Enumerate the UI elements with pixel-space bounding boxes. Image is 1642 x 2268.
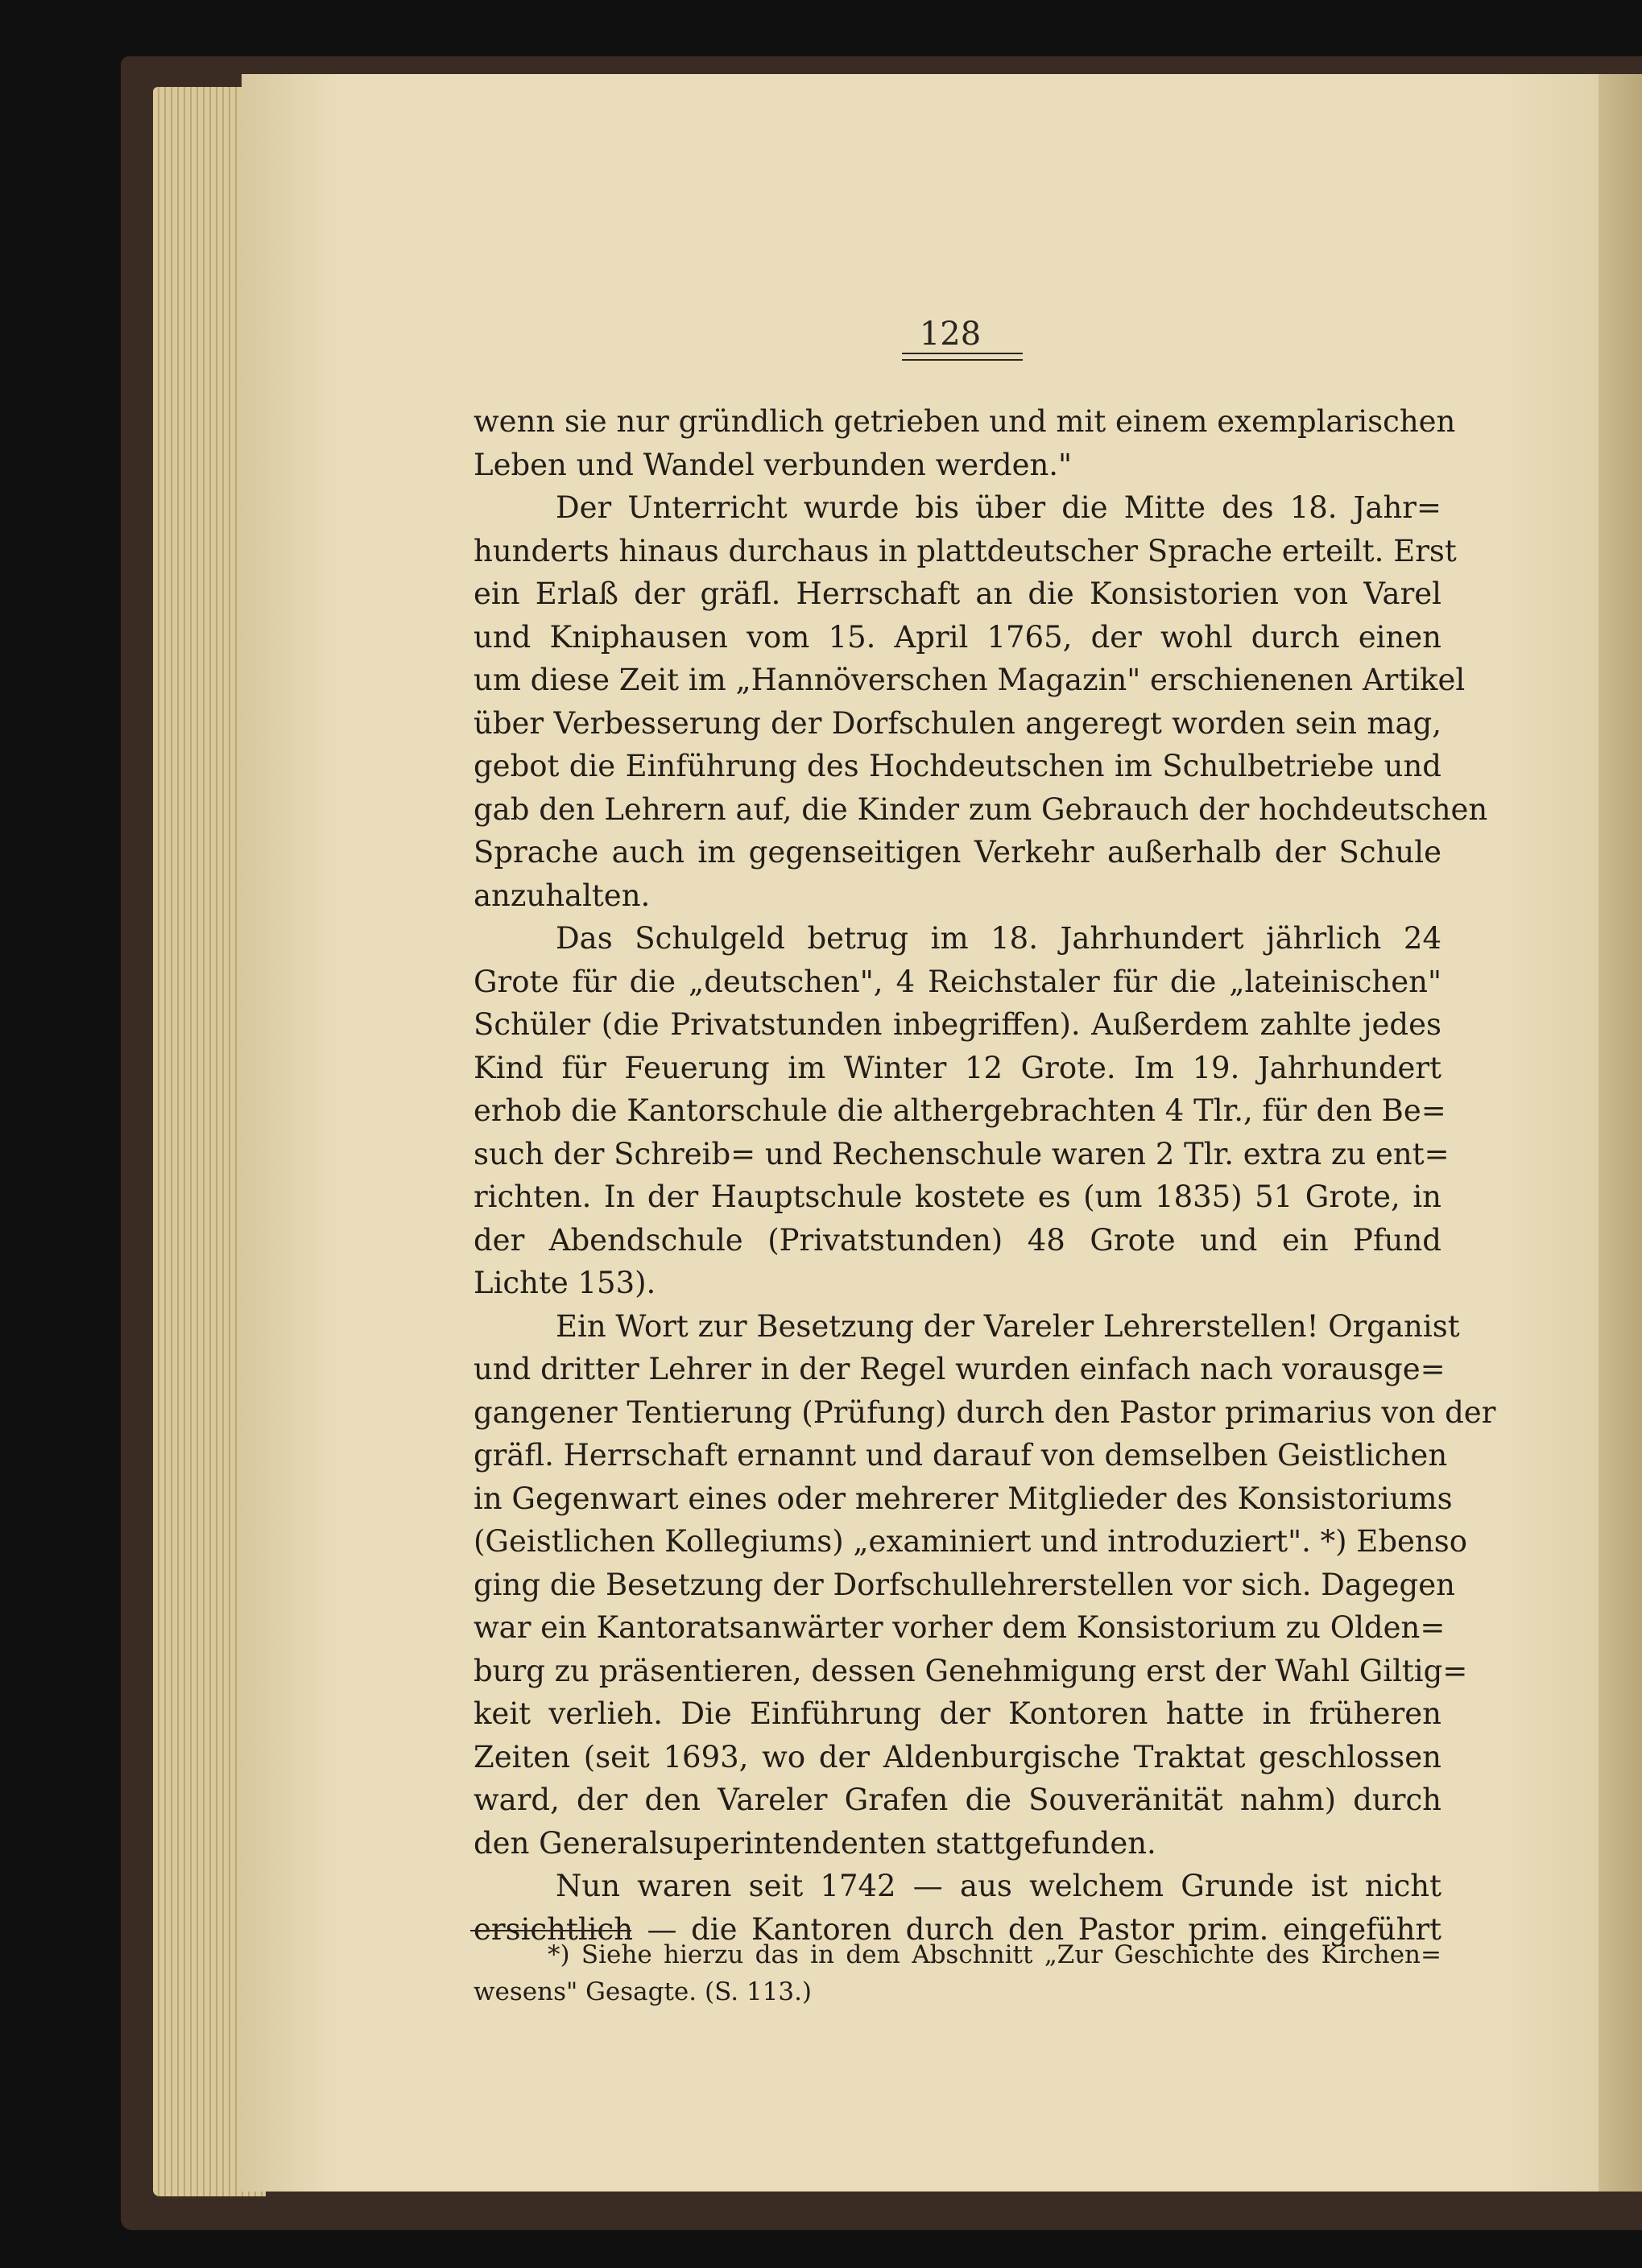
text-line: und dritter Lehrer in der Regel wurden einfach nach vorausge=	[474, 1352, 1446, 1386]
text-line: burg zu präsentieren, dessen Genehmigung erst der Wahl Giltig=	[474, 1653, 1468, 1688]
page-number-rule	[902, 353, 1023, 361]
text-line: ward, der den Vareler Grafen die Souveränität nahm) durch	[474, 1783, 1441, 1817]
text-line: gräfl. Herrschaft ernannt und darauf von demselben Geistlichen	[474, 1438, 1448, 1473]
text-line: gab den Lehrern auf, die Kinder zum Gebrauch der hochdeutschen	[474, 791, 1488, 827]
text-line: (Geistlichen Kollegiums) „examiniert und introduziert". *) Ebenso	[474, 1524, 1467, 1559]
text-line: in Gegenwart eines oder mehrerer Mitglieder des Konsistoriums	[474, 1481, 1453, 1516]
text-line: und Kniphausen vom 15. April 1765, der wohl durch einen	[474, 619, 1441, 655]
footnote-line: *) Siehe hierzu das in dem Abschnitt „Zur Geschichte des Kirchen=	[548, 1940, 1441, 1969]
text-line: Grote für die „deutschen", 4 Reichstaler für die „lateinischen"	[474, 964, 1441, 999]
text-line: den Generalsuperintendenten stattgefunden.	[474, 1825, 1156, 1861]
text-line: Kind für Feuerung im Winter 12 Grote. Im 19. Jahrhundert	[474, 1050, 1441, 1085]
text-line: der Abendschule (Privatstunden) 48 Grote und ein Pfund	[474, 1222, 1441, 1258]
text-line: ging die Besetzung der Dorfschullehrerstellen vor sich. Dagegen	[474, 1567, 1455, 1602]
book-gutter	[1599, 74, 1642, 2192]
text-line: hunderts hinaus durchaus in plattdeutscher Sprache erteilt. Erst	[474, 533, 1457, 568]
text-line: gebot die Einführung des Hochdeutschen im Schulbetriebe und	[474, 749, 1441, 783]
text-line: Leben und Wandel verbunden werden."	[474, 447, 1073, 482]
text-line: ersichtlich — die Kantoren durch den Pastor prim. eingeführt	[474, 1911, 1441, 1947]
text-line: Sprache auch im gegenseitigen Verkehr außerhalb der Schule	[474, 835, 1441, 870]
footnote	[474, 1936, 1441, 2010]
text-line: such der Schreib= und Rechenschule waren 2 Tlr. extra zu ent=	[474, 1136, 1450, 1171]
footnote-line: wesens" Gesagte. (S. 113.)	[474, 1977, 813, 2006]
text-line: Nun waren seit 1742 — aus welchem Grunde ist nicht	[556, 1869, 1441, 1903]
text-line: anzuhalten.	[474, 878, 651, 913]
body-text	[474, 400, 1496, 1951]
text-line: erhob die Kantorschule die althergebrachten 4 Tlr., für den Be=	[474, 1093, 1446, 1128]
text-line: Schüler (die Privatstunden inbegriffen). Außerdem zahlte jedes	[474, 1007, 1441, 1042]
text-line: Ein Wort zur Besetzung der Vareler Lehrerstellen! Organist	[556, 1308, 1460, 1344]
text-line: wenn sie nur gründlich getrieben und mit einem exemplarischen	[474, 404, 1456, 439]
text-line: Lichte 153).	[474, 1266, 656, 1300]
text-line: richten. In der Hauptschule kostete es (um 1835) 51 Grote, in	[474, 1179, 1441, 1214]
text-line: gangener Tentierung (Prüfung) durch den Pastor primarius von der	[474, 1394, 1496, 1430]
text-line: war ein Kantoratsanwärter vorher dem Konsistorium zu Olden=	[474, 1610, 1446, 1645]
text-line: um diese Zeit im „Hannöverschen Magazin" erschienenen Artikel	[474, 663, 1466, 697]
text-line: Das Schulgeld betrug im 18. Jahrhundert jährlich 24	[556, 921, 1441, 956]
text-line: Zeiten (seit 1693, wo der Aldenburgische Traktat geschlossen	[474, 1739, 1441, 1774]
footnote-rule	[470, 1930, 631, 1931]
text-line: Der Unterricht wurde bis über die Mitte des 18. Jahr=	[556, 490, 1441, 525]
page-number: 128	[919, 316, 982, 353]
text-line: keit verlieh. Die Einführung der Kontoren hatte in früheren	[474, 1696, 1441, 1731]
text-line: ein Erlaß der gräfl. Herrschaft an die Konsistorien von Varel	[474, 576, 1441, 611]
text-line: über Verbesserung der Dorfschulen angeregt worden sein mag,	[474, 705, 1441, 741]
